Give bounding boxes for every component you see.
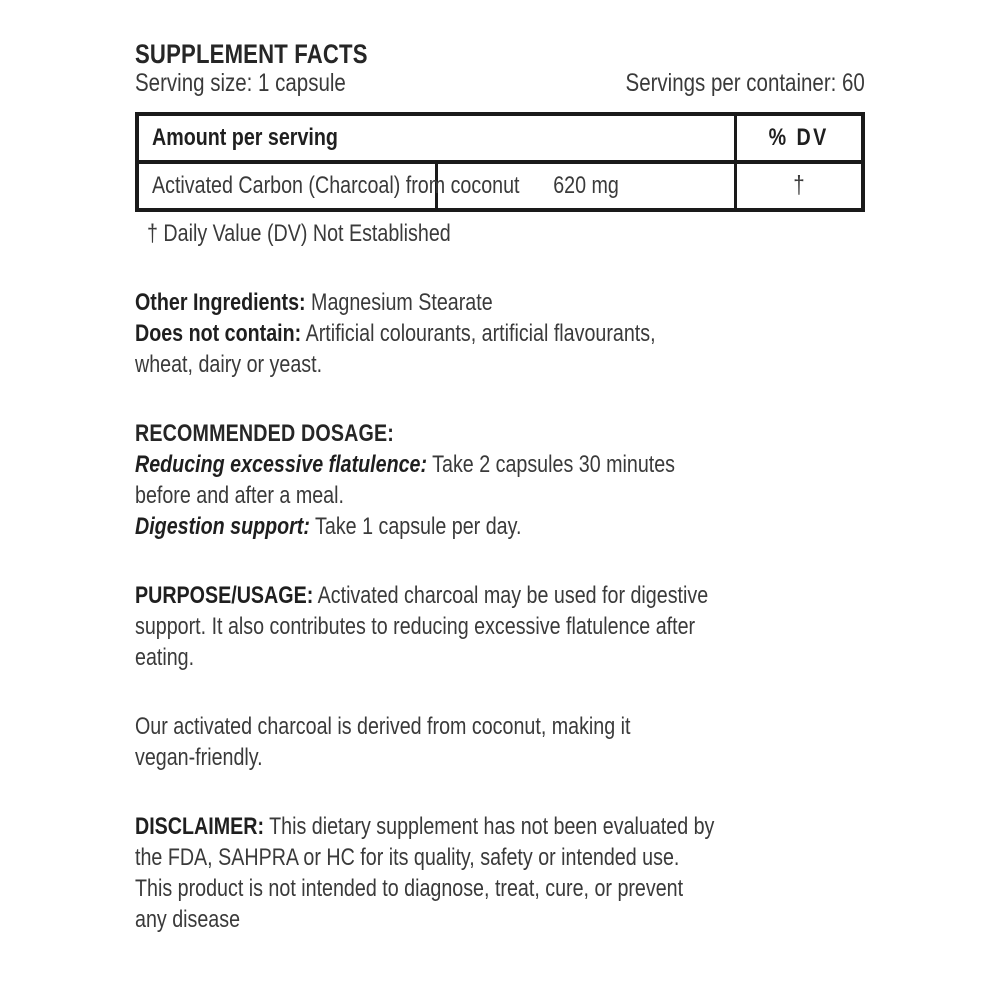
purpose-section: [135, 580, 865, 673]
amount-per-serving-header-cell: [137, 114, 736, 162]
ingredient-amount: 620 mg: [553, 171, 619, 199]
does-not-contain-value-2: wheat, dairy or yeast.: [135, 351, 323, 378]
vegan-value-1: Our activated charcoal is derived from coconut, making it: [135, 713, 631, 740]
table-header-row: [137, 114, 863, 162]
disclaimer-line-4: [135, 904, 865, 935]
percent-dv-header-cell: [736, 114, 864, 162]
ingredient-percent-dv: †: [793, 171, 805, 200]
purpose-line-3: [135, 642, 865, 673]
does-not-contain-value-1: Artificial colourants, artificial flavourants,: [305, 320, 656, 347]
serving-size: [135, 69, 392, 97]
disclaimer-line-1: [135, 811, 865, 842]
page-title-text: SUPPLEMENT FACTS: [135, 39, 368, 69]
disclaimer-value-3: This product is not intended to diagnose, treat, cure, or prevent: [135, 875, 684, 902]
spacer-after-footnote: [135, 249, 865, 287]
vegan-section: [135, 711, 865, 773]
disclaimer-section: [135, 811, 865, 935]
disclaimer-value-2: the FDA, SAHPRA or HC for its quality, safety or intended use.: [135, 844, 680, 871]
spacer-after-purpose: [135, 673, 865, 711]
dosage-heading: RECOMMENDED DOSAGE:: [135, 420, 394, 447]
does-not-contain-label: Does not contain:: [135, 320, 302, 347]
flatulence-dosage-label: Reducing excessive flatulence:: [135, 451, 428, 478]
vegan-value-2: vegan-friendly.: [135, 744, 263, 771]
purpose-line-2: [135, 611, 865, 642]
servings-per-container-text: Servings per container: 60: [625, 69, 865, 97]
table-row: [137, 162, 863, 210]
daily-value-footnote: † Daily Value (DV) Not Established: [147, 220, 451, 247]
ingredients-section: [135, 287, 865, 380]
vegan-line-2: [135, 742, 865, 773]
amount-per-serving-header: Amount per serving: [152, 123, 338, 151]
purpose-line-1: [135, 580, 865, 611]
dosage-section: [135, 418, 865, 542]
vegan-line-1: [135, 711, 865, 742]
purpose-label: PURPOSE/USAGE:: [135, 582, 314, 609]
disclaimer-value-1: This dietary supplement has not been evaluated by: [269, 813, 715, 840]
ingredient-name-cell: [137, 162, 520, 210]
ingredient-percent-dv-cell: [736, 162, 864, 210]
spacer-after-vegan: [135, 773, 865, 811]
servings-per-container: [573, 69, 865, 97]
does-not-contain-line-2: [135, 349, 865, 380]
purpose-value-3: eating.: [135, 644, 195, 671]
purpose-value-1: Activated charcoal may be used for digestive: [317, 582, 709, 609]
supplement-facts-table: [135, 112, 865, 212]
flatulence-dosage-value-2: before and after a meal.: [135, 482, 344, 509]
disclaimer-value-4: any disease: [135, 906, 241, 933]
percent-dv-header: % DV: [768, 123, 830, 151]
other-ingredients-line: [135, 287, 865, 318]
digestion-dosage-value: Take 1 capsule per day.: [315, 513, 522, 540]
spacer-after-ingredients: [135, 380, 865, 418]
page-title: [135, 40, 865, 69]
disclaimer-line-2: [135, 842, 865, 873]
flatulence-dosage-line-2: [135, 480, 865, 511]
digestion-dosage-label: Digestion support:: [135, 513, 310, 540]
digestion-dosage-line: [135, 511, 865, 542]
purpose-value-2: support. It also contributes to reducing excessive flatulence after: [135, 613, 696, 640]
flatulence-dosage-line-1: [135, 449, 865, 480]
other-ingredients-label: Other Ingredients:: [135, 289, 306, 316]
serving-size-text: Serving size: 1 capsule: [135, 69, 346, 97]
supplement-facts-label: [135, 40, 865, 935]
disclaimer-label: DISCLAIMER:: [135, 813, 265, 840]
dosage-heading-line: [135, 418, 865, 449]
does-not-contain-line-1: [135, 318, 865, 349]
disclaimer-line-3: [135, 873, 865, 904]
serving-info-row: [135, 69, 865, 100]
flatulence-dosage-value-1: Take 2 capsules 30 minutes: [432, 451, 676, 478]
other-ingredients-value: Magnesium Stearate: [311, 289, 493, 316]
ingredient-name: Activated Carbon (Charcoal) from coconut: [152, 171, 520, 199]
spacer-after-dosage: [135, 542, 865, 580]
